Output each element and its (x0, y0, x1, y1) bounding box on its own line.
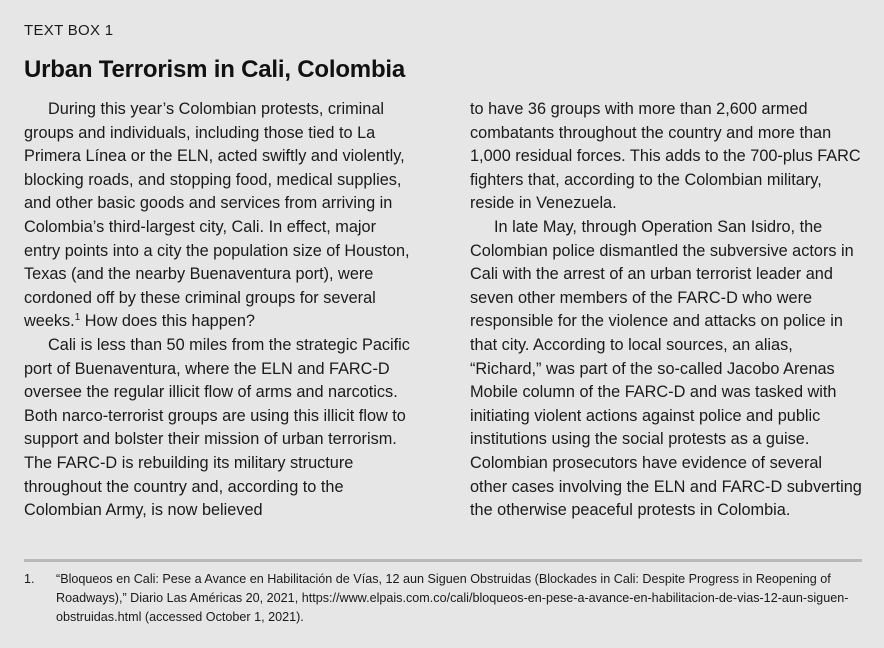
paragraph-2: Cali is less than 50 miles from the strategic Pacific port of Buenaventura, where the ELN and FARC-D oversee the regular illicit flow of arms and narcotics. Both narco-terrorist groups are using this illicit flow to support and bolster their mission of urban terrorism. The FARC-D is rebuilding its military structure throughout the country and, according to the Colombian Army, is now believed (24, 335, 410, 520)
paragraph-1 (24, 98, 416, 334)
paragraph-1-end: How does this happen? (80, 312, 255, 331)
body-columns (24, 98, 862, 523)
left-column (24, 98, 416, 523)
paragraph-1-text: During this year’s Colombian protests, criminal groups and individuals, including those tied to La Primera Línea or the ELN, acted swiftly and violently, blocking roads, and stopping food, medical supplies, and other basic goods and services from arriving in Colombia’s third-largest city, Cali. In effect, major entry points into a city the population size of Houston, Texas (and the nearby Buenaventura port), were cordoned off by these criminal groups for several weeks. (24, 100, 410, 331)
right-column (470, 98, 862, 523)
footnote-number: 1. (24, 572, 35, 586)
paragraph-2-continued: to have 36 groups with more than 2,600 armed combatants throughout the country and more than 1,000 residual forces. This adds to the 700-plus FARC fighters that, according to the Colombian military, reside in Venezuela. (470, 100, 861, 213)
paragraph-3: In late May, through Operation San Isidro, the Colombian police dismantled the subversive actors in Cali with the arrest of an urban terrorist leader and seven other members of the FARC-D who were responsible for the violence and attacks on police in that city. According to local sources, an alias, “Richard,” was part of the so-called Jacobo Arenas Mobile column of the FARC-D and was tasked with initiating violent actions against police and public institutions using the social protests as a guise. Colombian prosecutors have evidence of several other cases involving the ELN and FARC-D subverting the otherwise peaceful protests in Colombia. (470, 217, 862, 520)
box-title: Urban Terrorism in Cali, Colombia (24, 56, 406, 83)
footnote-ref[interactable]: 1 (74, 312, 81, 324)
footnote-text: “Bloqueos en Cali: Pese a Avance en Habilitación de Vías, 12 aun Siguen Obstruidas (Blockades in Cali: Despite Progress in Reopening of Roadways),” Diario Las Américas 20, 2021, https://www.elpais.com.co/cali/bloqueos-en-pese-a-avance-en-habilitacion-de-vias-12-aun-siguen-obstruidas.html (accessed October 1, 2021). (56, 572, 849, 624)
footnote (24, 570, 862, 627)
box-label: TEXT BOX 1 (24, 22, 114, 39)
footnote-divider (24, 559, 862, 562)
